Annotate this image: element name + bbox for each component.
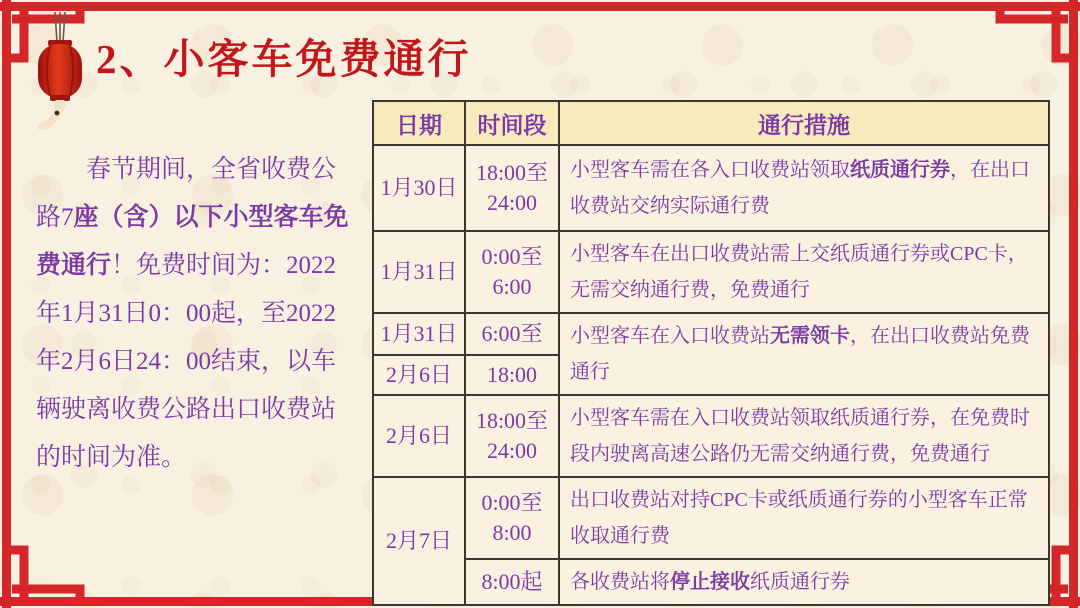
- measure-text: 小型客车在入口收费站: [570, 325, 770, 347]
- table-row: [373, 477, 1049, 559]
- paragraph-line: [36, 290, 370, 338]
- paragraph-text: 路7: [36, 204, 74, 231]
- schedule-table-head: [373, 101, 1049, 145]
- cell-date: 1月31日: [373, 231, 465, 313]
- cell-date: 1月30日: [373, 145, 465, 231]
- cell-time: [465, 395, 559, 477]
- paragraph-text: 的时间为准。: [36, 444, 187, 471]
- cell-measure: [559, 231, 1049, 313]
- measure-text: 无需领卡: [770, 325, 850, 347]
- measure-text: 小型客车在出口收费站需上交纸质通行券或CPC卡，无需交纳通行费，免费通行: [570, 243, 1028, 301]
- schedule-table-wrap: [372, 100, 1050, 606]
- table-row: [373, 559, 1049, 605]
- schedule-table: [372, 100, 1050, 606]
- time-line: 0:00至: [481, 244, 543, 269]
- table-row: [373, 231, 1049, 313]
- time-line: 8:00: [492, 520, 532, 545]
- cell-measure: [559, 313, 1049, 395]
- paragraph-line: [36, 386, 370, 434]
- time-line: 18:00至: [475, 408, 549, 433]
- time-line: 18:00至: [475, 160, 549, 185]
- measure-text: 小型客车需在各入口收费站领取: [570, 159, 850, 181]
- table-row: [373, 145, 1049, 231]
- time-line: 0:00至: [481, 490, 543, 515]
- measure-text: 各收费站将: [570, 571, 670, 593]
- table-row: [373, 313, 1049, 355]
- cell-date: 2月6日: [373, 395, 465, 477]
- paragraph-text: 年2月6日24：00结束，以车: [36, 348, 337, 375]
- corner-ornament-top-right-icon: [978, 2, 1078, 92]
- lantern-icon: [30, 10, 86, 130]
- measure-text: 纸质通行券: [850, 159, 950, 181]
- measure-text: ，在出口收费站交纳实际通行费: [570, 159, 1030, 217]
- time-line: 8:00起: [481, 569, 543, 594]
- schedule-table-body: [373, 145, 1049, 605]
- measure-text: 纸质通行券: [750, 571, 850, 593]
- paragraph-text: 年1月31日0：00起，至2022: [36, 300, 337, 327]
- frame-top: [0, 2, 1080, 11]
- cell-time: [465, 477, 559, 559]
- time-line: 6:00: [492, 274, 532, 299]
- measure-text: 停止接收: [670, 571, 750, 593]
- cell-measure: [559, 395, 1049, 477]
- cell-measure: [559, 477, 1049, 559]
- paragraph-text: 费通行: [36, 252, 112, 279]
- time-line: 18:00: [486, 362, 538, 388]
- cell-time: [465, 559, 559, 605]
- time-line: 24:00: [486, 190, 538, 215]
- time-line: 24:00: [486, 438, 538, 463]
- table-header-measure: 通行措施: [559, 101, 1049, 145]
- cell-time: [465, 355, 559, 395]
- measure-text: ，在出口收费站免费通行: [570, 325, 1030, 383]
- intro-paragraph: [36, 146, 370, 482]
- corner-ornament-bottom-left-icon: [2, 516, 102, 606]
- measure-text: 小型客车需在入口收费站领取纸质通行券，在免费时段内驶离高速公路仍无需交纳通行费，免费通行: [570, 407, 1030, 465]
- paragraph-text: 春节期间，全省收费公: [86, 156, 337, 183]
- table-row: [373, 395, 1049, 477]
- cell-time: [465, 313, 559, 355]
- page-title: 2、小客车免费通行: [96, 36, 472, 82]
- table-header-date: 日期: [373, 101, 465, 145]
- cell-measure: [559, 145, 1049, 231]
- table-header-time: 时间段: [465, 101, 559, 145]
- paragraph-line: [36, 338, 370, 386]
- paragraph-line: [36, 194, 370, 242]
- cell-date: 1月31日: [373, 313, 465, 355]
- cell-time: [465, 145, 559, 231]
- cell-date: 2月7日: [373, 477, 465, 605]
- measure-text: 出口收费站对持CPC卡或纸质通行券的小型客车正常收取通行费: [570, 489, 1028, 547]
- paragraph-text: 座（含）以下小型客车免: [73, 204, 349, 231]
- cell-date: 2月6日: [373, 355, 465, 395]
- paragraph-line: [36, 242, 370, 290]
- cell-time: [465, 231, 559, 313]
- paragraph-line: [36, 146, 370, 194]
- paragraph-line: [36, 434, 370, 482]
- paragraph-text: ！免费时间为：2022: [111, 252, 337, 279]
- cell-measure: [559, 559, 1049, 605]
- paragraph-text: 辆驶离收费公路出口收费站: [36, 396, 337, 423]
- time-line: 6:00至: [481, 321, 543, 347]
